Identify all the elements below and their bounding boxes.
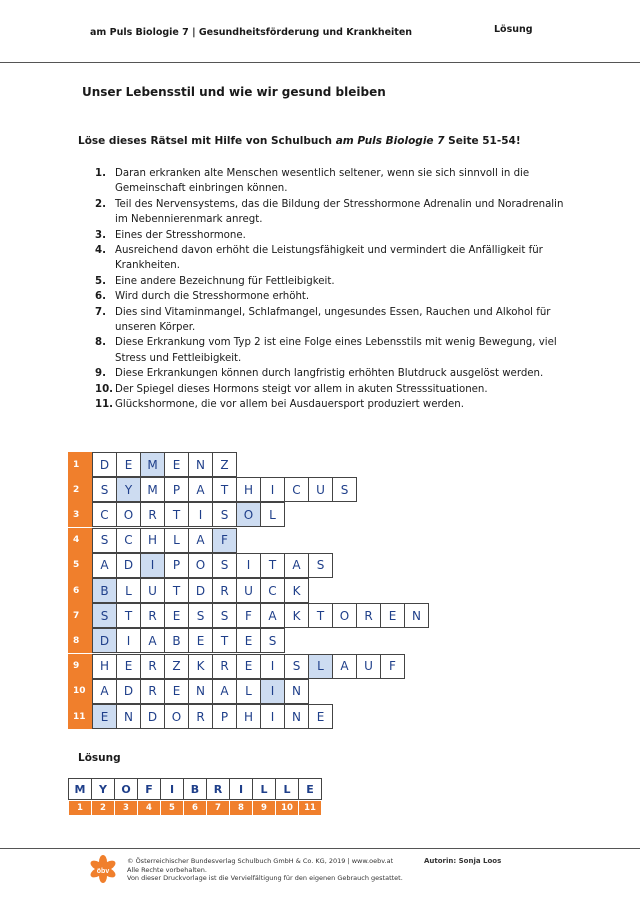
puzzle-row: [68, 553, 332, 577]
solution-number: 1: [68, 800, 92, 816]
clue-number: 3.: [95, 229, 106, 241]
puzzle-row: [68, 654, 404, 678]
clue-text: Dies sind Vitaminmangel, Schlafmangel, ungesundes Essen, Rauchen und Alkohol für unseren Körper.: [115, 306, 551, 334]
puzzle-cell: R: [140, 502, 165, 527]
puzzle-cell: H: [92, 654, 117, 679]
puzzle-cell-solution: I: [140, 553, 165, 578]
solution-letters-row: [68, 778, 321, 800]
solution-label: Lösung: [78, 752, 121, 764]
puzzle-cell-solution: E: [92, 704, 117, 729]
solution-letter: E: [298, 778, 322, 800]
puzzle-cell: I: [116, 628, 141, 653]
puzzle-cell: O: [164, 704, 189, 729]
puzzle-row: [68, 528, 236, 552]
puzzle-cell: Z: [164, 654, 189, 679]
puzzle-cell: N: [188, 679, 213, 704]
puzzle-row-number-label: 2: [73, 484, 80, 495]
puzzle-cell-solution: O: [236, 502, 261, 527]
puzzle-row-number: [68, 628, 93, 653]
instruction: [78, 135, 521, 147]
puzzle-cell: A: [188, 528, 213, 553]
logo-text: öbv: [96, 868, 110, 875]
puzzle-cell: I: [260, 704, 285, 729]
solution-number: 5: [160, 800, 184, 816]
puzzle-row-number-label: 4: [73, 535, 80, 546]
instruction-prefix: Löse dieses Rätsel mit Hilfe von Schulbuch: [78, 135, 336, 147]
clue-text: Eine andere Bezeichnung für Fettleibigkeit.: [115, 275, 335, 287]
puzzle-cell: E: [236, 654, 261, 679]
clue-text: Diese Erkrankungen können durch langfristig erhöhten Blutdruck ausgelöst werden.: [115, 368, 544, 380]
puzzle-row: [68, 578, 308, 602]
puzzle-row-number-label: 3: [73, 509, 80, 520]
solution-letter: L: [275, 778, 299, 800]
puzzle-cell: E: [164, 603, 189, 628]
puzzle-cell: C: [92, 502, 117, 527]
puzzle-row-number-label: 7: [73, 610, 80, 621]
clue-item: [95, 382, 565, 397]
puzzle-cell: D: [116, 553, 141, 578]
puzzle-cell: L: [260, 502, 285, 527]
puzzle-cell: A: [140, 628, 165, 653]
clue-number: 4.: [95, 245, 106, 257]
footer-divider: [0, 848, 640, 849]
puzzle-cell: A: [260, 603, 285, 628]
solution-letter: O: [114, 778, 138, 800]
puzzle-cell-solution: Y: [116, 477, 141, 502]
clue-text: Eines der Stresshormone.: [115, 229, 246, 241]
puzzle-row-number: [68, 654, 93, 679]
puzzle-row-number-label: 9: [73, 661, 80, 672]
puzzle-cell: E: [188, 628, 213, 653]
puzzle-cell: I: [188, 502, 213, 527]
solution-number: 8: [229, 800, 253, 816]
puzzle-row-number: [68, 679, 93, 704]
solution-number: 4: [137, 800, 161, 816]
header-solution-label: Lösung: [494, 24, 533, 35]
puzzle-cell: U: [356, 654, 381, 679]
clue-item: [95, 274, 565, 289]
clue-number: 1.: [95, 168, 106, 179]
clue-item: [95, 228, 565, 243]
puzzle-cell: U: [140, 578, 165, 603]
puzzle-row-number: [68, 553, 93, 578]
puzzle-cell-solution: B: [92, 578, 117, 603]
clue-text: Der Spiegel dieses Hormons steigt vor allem in akuten Stresssituationen.: [115, 383, 488, 395]
puzzle-cell: K: [188, 654, 213, 679]
clue-number: 11.: [95, 399, 114, 411]
puzzle-row: [68, 603, 428, 627]
clue-item: [95, 397, 565, 412]
puzzle-row-number: [68, 452, 93, 477]
clue-number: 9.: [95, 368, 106, 380]
solution-number: 2: [91, 800, 115, 816]
puzzle-cell: N: [116, 704, 141, 729]
puzzle-cell-solution: S: [92, 603, 117, 628]
puzzle-cell: E: [164, 452, 189, 477]
puzzle-cell: M: [140, 477, 165, 502]
clue-number: 8.: [95, 337, 106, 349]
puzzle-cell: D: [140, 704, 165, 729]
clue-text: Glückshormone, die vor allem bei Ausdauersport produziert werden.: [115, 399, 464, 411]
puzzle-cell: C: [284, 477, 309, 502]
solution-number: 9: [252, 800, 276, 816]
puzzle-row-number-label: 10: [73, 686, 86, 697]
footer-line-1: © Österreichischer Bundesverlag Schulbuch GmbH & Co. KG, 2019 | www.oebv.at: [127, 857, 394, 865]
clue-number: 10.: [95, 383, 114, 395]
puzzle-cell: R: [212, 654, 237, 679]
puzzle-row-number: [68, 502, 93, 527]
page-title: Unser Lebensstil und wie wir gesund bleiben: [82, 85, 386, 99]
puzzle-row: [68, 679, 308, 703]
puzzle-cell: P: [164, 477, 189, 502]
solution-letter: M: [68, 778, 92, 800]
puzzle-cell: R: [212, 578, 237, 603]
solution-letter: Y: [91, 778, 115, 800]
puzzle-cell: N: [404, 603, 429, 628]
puzzle-row-number: [68, 477, 93, 502]
clue-text: Diese Erkrankung vom Typ 2 ist eine Folge eines Lebensstils mit wenig Bewegung, viel Stress und Fettleibigkeit.: [115, 337, 557, 364]
puzzle-cell-solution: M: [140, 452, 165, 477]
solution-number: 7: [206, 800, 230, 816]
puzzle-cell: K: [284, 578, 309, 603]
clue-number: 2.: [95, 198, 106, 210]
solution-letter: I: [229, 778, 253, 800]
puzzle-row-number: [68, 578, 93, 603]
puzzle-row: [68, 704, 332, 728]
puzzle-cell: E: [164, 679, 189, 704]
puzzle-cell: R: [356, 603, 381, 628]
puzzle-cell: S: [92, 528, 117, 553]
solution-number: 11: [298, 800, 322, 816]
puzzle-cell: U: [236, 578, 261, 603]
header-divider: [0, 62, 640, 63]
puzzle-cell: S: [92, 477, 117, 502]
puzzle-cell: E: [380, 603, 405, 628]
puzzle-cell: P: [164, 553, 189, 578]
puzzle-cell: A: [92, 553, 117, 578]
instruction-suffix: Seite 51-54!: [444, 135, 521, 147]
puzzle-cell: S: [188, 603, 213, 628]
footer-line-2: Alle Rechte vorbehalten.: [127, 865, 207, 874]
puzzle-cell: C: [260, 578, 285, 603]
clue-text: Teil des Nervensystems, das die Bildung der Stresshormone Adrenalin und Noradrenalin im Nebennierenmark anregt.: [115, 198, 564, 226]
puzzle-cell: H: [236, 704, 261, 729]
puzzle-cell: U: [308, 477, 333, 502]
puzzle-cell: N: [284, 679, 309, 704]
puzzle-cell-solution: I: [260, 679, 285, 704]
puzzle-row-number-label: 6: [73, 585, 80, 596]
puzzle-cell: L: [236, 679, 261, 704]
puzzle-cell: T: [308, 603, 333, 628]
clue-number: 5.: [95, 275, 106, 287]
puzzle-cell: S: [308, 553, 333, 578]
puzzle-cell: R: [140, 654, 165, 679]
puzzle-cell: S: [212, 502, 237, 527]
puzzle-cell: F: [380, 654, 405, 679]
clue-item: [95, 305, 565, 336]
puzzle-cell: R: [140, 603, 165, 628]
puzzle-cell: R: [188, 704, 213, 729]
puzzle-cell: C: [116, 528, 141, 553]
solution-letter: R: [206, 778, 230, 800]
solution-number: 3: [114, 800, 138, 816]
puzzle-cell: O: [188, 553, 213, 578]
puzzle-cell: F: [236, 603, 261, 628]
puzzle-cell: E: [116, 452, 141, 477]
puzzle-cell: A: [284, 553, 309, 578]
clue-number: 6.: [95, 291, 106, 303]
clue-item: [95, 166, 565, 197]
clue-text: Ausreichend davon erhöht die Leistungsfähigkeit und vermindert die Anfälligkeit für Krankheiten.: [115, 245, 543, 272]
solution-number: 10: [275, 800, 299, 816]
puzzle-cell: A: [212, 679, 237, 704]
puzzle-cell: D: [92, 452, 117, 477]
solution-grid: [68, 778, 321, 816]
puzzle-row-number: [68, 528, 93, 553]
puzzle-cell: P: [212, 704, 237, 729]
puzzle-cell: S: [212, 603, 237, 628]
puzzle-row-number-label: 11: [73, 711, 86, 722]
puzzle-cell: Z: [212, 452, 237, 477]
puzzle-cell: E: [116, 654, 141, 679]
puzzle-cell: S: [332, 477, 357, 502]
puzzle-cell: A: [92, 679, 117, 704]
oebv-logo-icon: [88, 854, 118, 888]
puzzle-cell: O: [116, 502, 141, 527]
clue-number: 7.: [95, 306, 106, 318]
puzzle-cell: E: [308, 704, 333, 729]
puzzle-cell: T: [212, 628, 237, 653]
puzzle-cell: I: [236, 553, 261, 578]
clue-item: [95, 243, 565, 274]
footer-copyright: [127, 857, 403, 883]
puzzle-row-number: [68, 603, 93, 628]
clue-item: [95, 197, 565, 228]
puzzle-cell: D: [116, 679, 141, 704]
instruction-book: am Puls Biologie 7: [335, 135, 445, 147]
puzzle-cell: D: [188, 578, 213, 603]
puzzle-cell: E: [236, 628, 261, 653]
puzzle-row: [68, 477, 356, 501]
clue-text: Wird durch die Stresshormone erhöht.: [115, 291, 310, 303]
puzzle-cell: T: [212, 477, 237, 502]
solution-number: 6: [183, 800, 207, 816]
footer-author: Autorin: Sonja Loos: [424, 857, 502, 865]
puzzle-cell-solution: F: [212, 528, 237, 553]
puzzle-cell: O: [332, 603, 357, 628]
puzzle-cell: I: [260, 654, 285, 679]
clue-list: [95, 166, 565, 413]
puzzle-cell: S: [212, 553, 237, 578]
puzzle-cell: T: [116, 603, 141, 628]
puzzle-cell: T: [260, 553, 285, 578]
puzzle-cell: A: [332, 654, 357, 679]
puzzle-cell: S: [284, 654, 309, 679]
puzzle-cell: N: [284, 704, 309, 729]
clue-item: [95, 335, 565, 366]
clue-text: Daran erkranken alte Menschen wesentlich seltener, wenn sie sich sinnvoll in die Gemeinschaft einbringen können.: [115, 168, 530, 195]
solution-letter: I: [160, 778, 184, 800]
puzzle-cell: L: [164, 528, 189, 553]
footer-line-3: Von dieser Druckvorlage ist die Vervielfältigung für den eigenen Gebrauch gestattet.: [127, 874, 403, 882]
puzzle-cell: B: [164, 628, 189, 653]
puzzle-row: [68, 452, 236, 476]
puzzle-row-number-label: 8: [73, 635, 80, 646]
puzzle-row-number-label: 5: [73, 560, 80, 571]
puzzle-cell: K: [284, 603, 309, 628]
solution-letter: F: [137, 778, 161, 800]
puzzle-row: [68, 628, 284, 652]
header-title: am Puls Biologie 7 | Gesundheitsförderung und Krankheiten: [90, 27, 413, 38]
puzzle-cell: R: [140, 679, 165, 704]
puzzle-cell: A: [188, 477, 213, 502]
puzzle-cell: T: [164, 578, 189, 603]
puzzle-cell: N: [188, 452, 213, 477]
puzzle-cell: T: [164, 502, 189, 527]
puzzle-row: [68, 502, 284, 526]
solution-letter: L: [252, 778, 276, 800]
solution-letter: B: [183, 778, 207, 800]
puzzle-cell: S: [260, 628, 285, 653]
puzzle-row-number: [68, 704, 93, 729]
clue-item: [95, 366, 565, 381]
puzzle-cell: L: [116, 578, 141, 603]
solution-numbers-row: [68, 800, 321, 816]
puzzle-cell: I: [260, 477, 285, 502]
puzzle-cell: H: [236, 477, 261, 502]
puzzle-cell-solution: D: [92, 628, 117, 653]
puzzle-cell-solution: L: [308, 654, 333, 679]
puzzle-cell: H: [140, 528, 165, 553]
puzzle-row-number-label: 1: [73, 459, 80, 470]
clue-item: [95, 289, 565, 304]
